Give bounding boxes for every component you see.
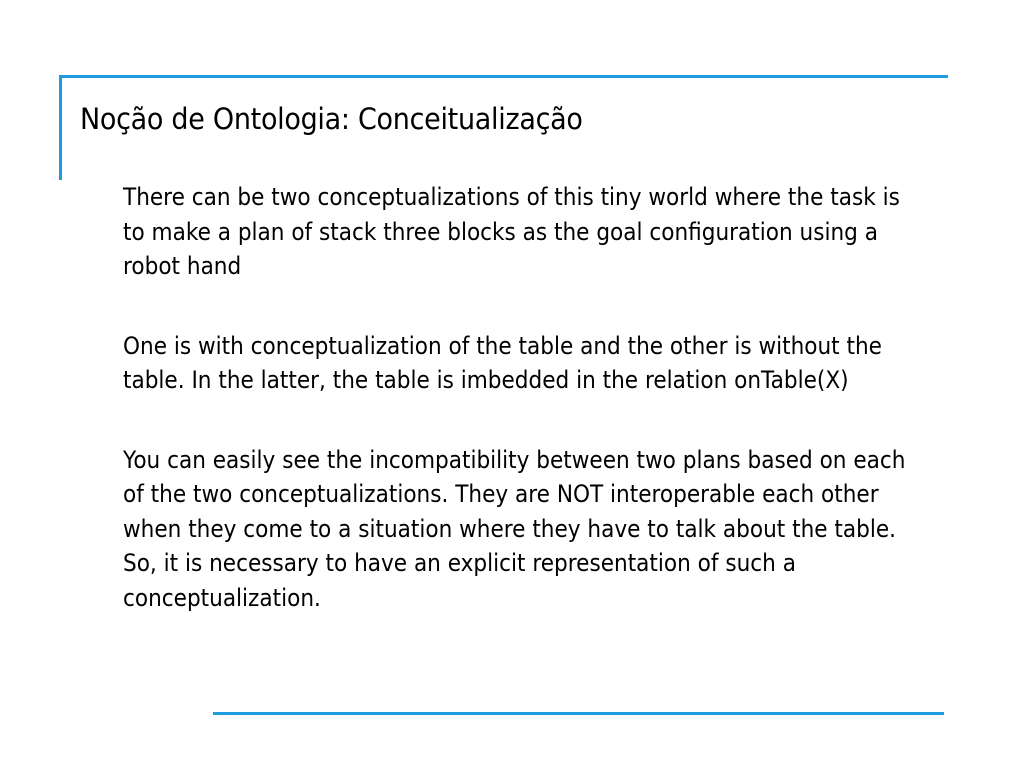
- title-left-rule: [59, 75, 62, 180]
- title-top-rule: [59, 75, 948, 78]
- slide-title: Noção de Ontologia: Conceitualização: [80, 102, 583, 136]
- body-paragraph-1: There can be two conceptualizations of this tiny world where the task is to make a plan of stack three blocks as the goal configuration using a robot hand: [123, 183, 900, 280]
- body-paragraph-2: One is with conceptualization of the table and the other is without the table. In the latter, the table is imbedded in the relation onTable(X): [123, 331, 882, 394]
- slide-body: [123, 180, 915, 660]
- footer-rule: [213, 712, 944, 715]
- body-paragraph-3: You can easily see the incompatibility between two plans based on each of the two conceptualizations. They are NOT interoperable each other when they come to a situation where they have to talk about the table. So, it is necessary to have an explicit representation of such a conceptualization.: [123, 445, 906, 612]
